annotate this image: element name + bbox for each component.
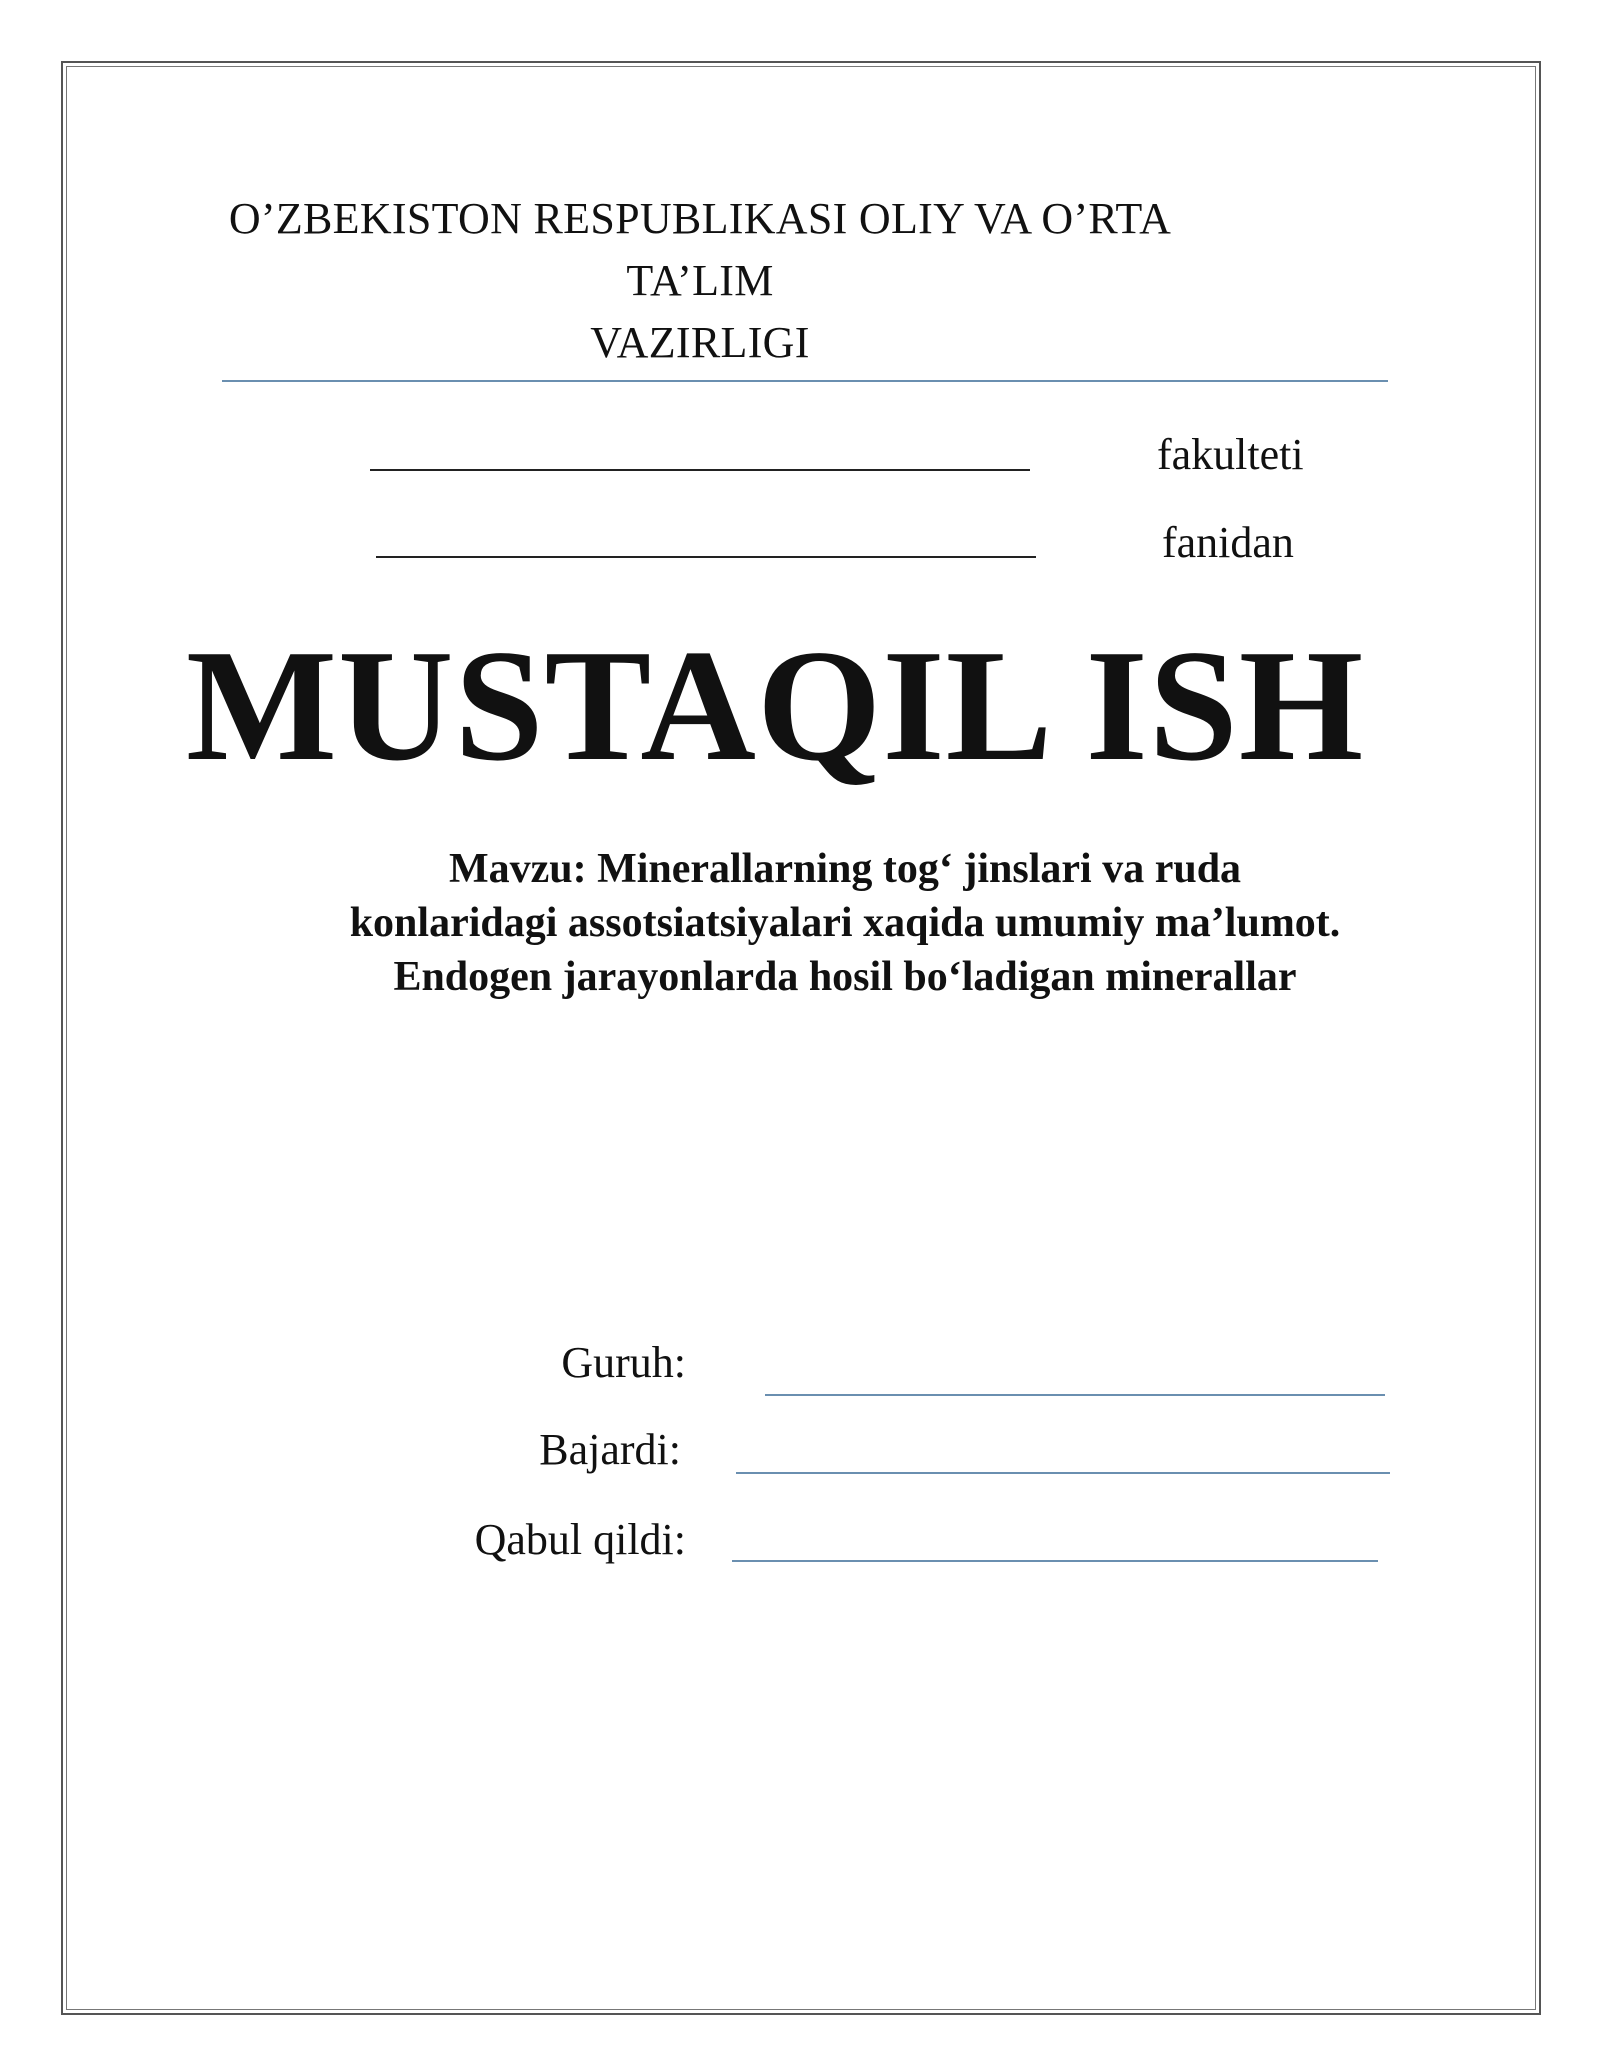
ministry-line-1: O’ZBEKISTON RESPUBLIKASI OLIY VA O’RTA TA’LIM: [228, 194, 1172, 305]
group-blank-line: [765, 1394, 1385, 1396]
subject-blank-line: [376, 556, 1036, 558]
topic-line-3: Endogen jarayonlarda hosil bo‘ladigan minerallar: [393, 954, 1297, 1000]
ministry-line-2: VAZIRLIGI: [590, 318, 810, 367]
faculty-blank-line: [370, 469, 1030, 471]
university-blank-line: [222, 380, 1388, 382]
accepted-by-blank-line: [732, 1560, 1378, 1562]
topic-line-2: konlaridagi assotsiatsiyalari xaqida umumiy ma’lumot.: [349, 900, 1341, 946]
subject-label: fanidan: [1162, 518, 1294, 567]
done-by-blank-line: [736, 1472, 1390, 1474]
done-by-label: Bajardi:: [539, 1425, 681, 1474]
accepted-by-label: Qabul qildi:: [474, 1515, 686, 1564]
ministry-heading: [200, 188, 1200, 374]
topic-line-1: Mavzu: Minerallarning tog‘ jinslari va ruda: [448, 846, 1242, 892]
group-label: Guruh:: [561, 1338, 686, 1387]
faculty-label: fakulteti: [1157, 430, 1304, 479]
topic-block: [240, 842, 1450, 1004]
document-title: MUSTAQIL ISH: [186, 616, 1365, 794]
